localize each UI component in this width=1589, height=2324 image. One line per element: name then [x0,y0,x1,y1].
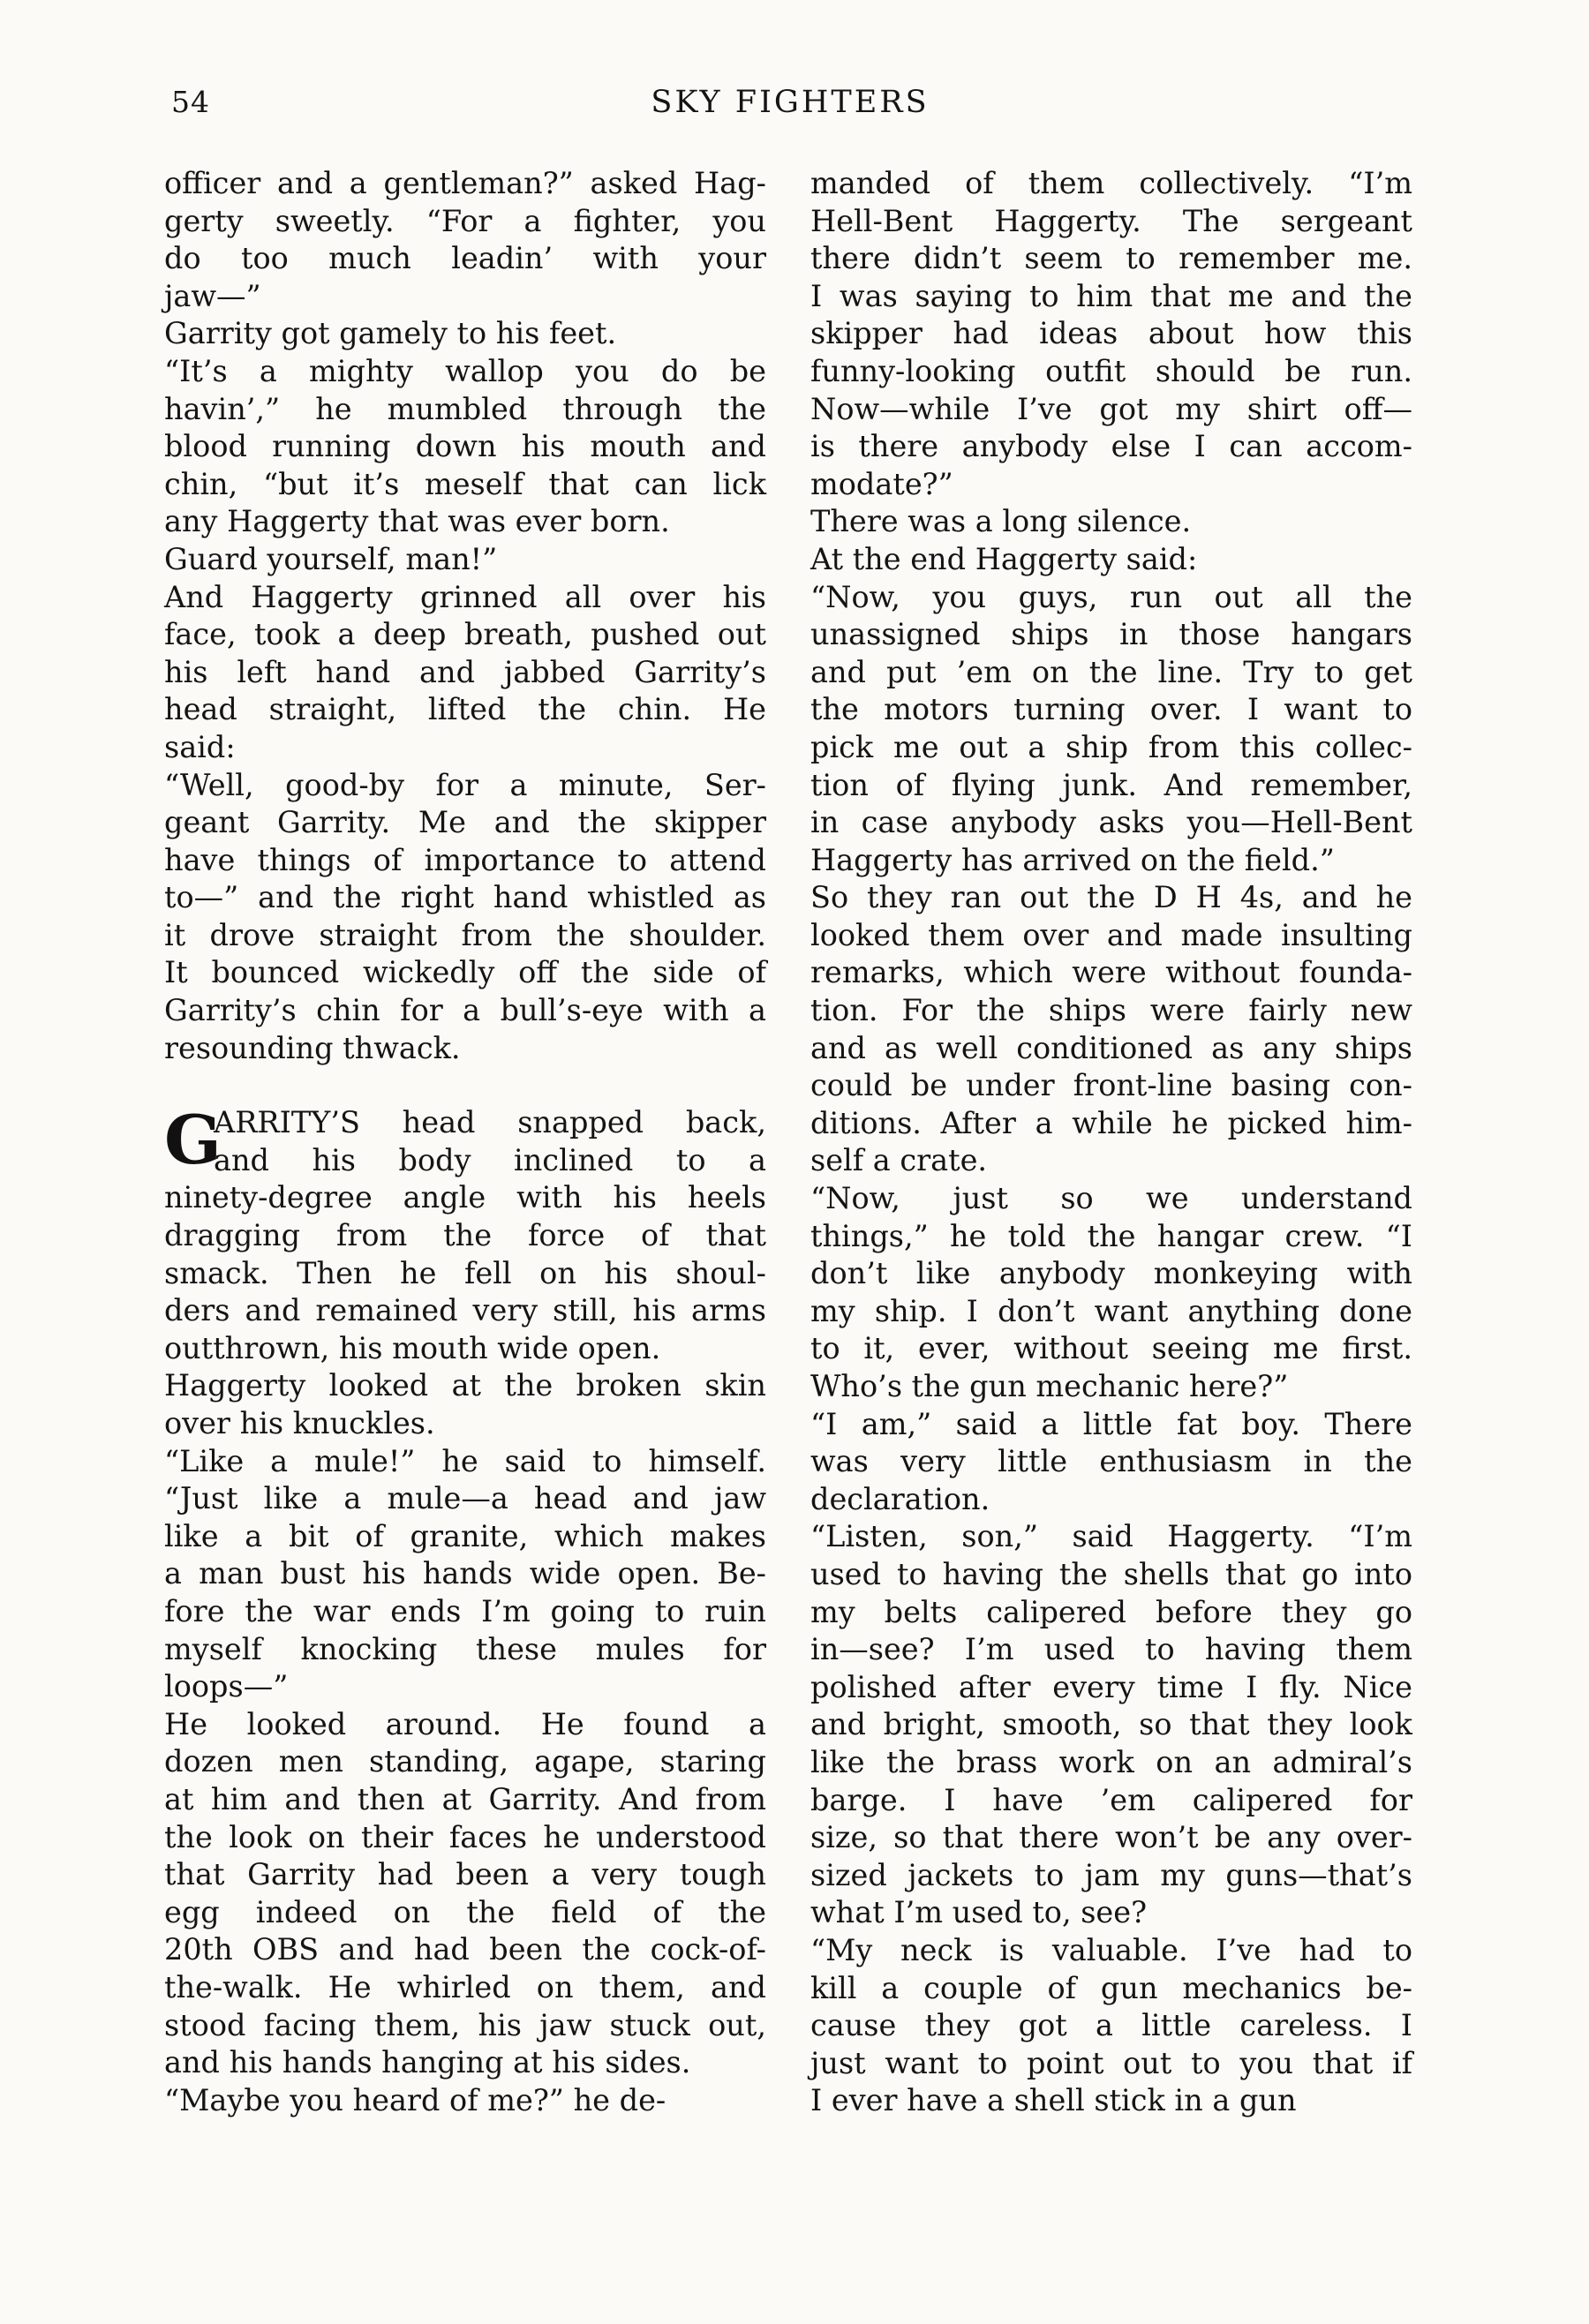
text-line: I was saying to him that me and the [810,278,1412,313]
text-line: his left hand and jabbed Garrity’s [164,654,766,689]
text-line: At the end Haggerty said: [810,541,1198,576]
text-line: my belts calipered before they go [810,1594,1412,1629]
text-line: I ever have a shell stick in a gun [810,2083,1297,2118]
text-line: there didn’t seem to remember me. [810,241,1412,276]
text-line: officer and a gentleman?” asked Hag- [164,166,766,200]
right-column [810,165,1412,2120]
text-line: self a crate. [810,1143,988,1178]
text-line: to—” and the right hand whistled as [164,880,766,915]
text-line: cause they got a little careless. I [810,2008,1412,2043]
text-line: funny-looking outfit should be run. [810,353,1412,388]
text-line: Hell-Bent Haggerty. The sergeant [810,203,1412,238]
text-line: like the brass work on an admiral’s [810,1744,1412,1779]
text-line: tion. For the ships were fairly new [810,993,1412,1028]
text-line: myself knocking these mules for [164,1631,766,1666]
text-line: “Now, just so we understand [810,1181,1412,1216]
page-number: 54 [171,85,210,119]
text-line: resounding thwack. [164,1030,461,1065]
text-line: is there anybody else I can accom- [810,429,1412,464]
text-line: was very little enthusiasm in the [810,1444,1412,1479]
text-line: like a bit of granite, which makes [164,1518,766,1553]
text-line: things,” he told the hangar crew. “I [810,1218,1412,1253]
text-line: the look on their faces he understood [164,1819,766,1854]
text-line: to it, ever, without seeing me first. [810,1331,1412,1366]
text-line: Who’s the gun mechanic here?” [810,1369,1289,1403]
text-line: “My neck is valuable. I’ve had to [810,1932,1412,1967]
text-line: And Haggerty grinned all over his [164,579,766,614]
text-line: and as well conditioned as any ships [810,1030,1412,1065]
text-line: my ship. I don’t want anything done [810,1293,1412,1328]
right-column-text [810,165,1412,2120]
text-line: “Now, you guys, run out all the [810,579,1412,614]
dropcap-paragraph [164,1101,766,1180]
text-line: “Just like a mule—a head and jaw [164,1481,766,1516]
section-break [164,1067,766,1104]
text-line: barge. I have ’em calipered for [810,1782,1412,1817]
text-line: Now—while I’ve got my shirt off— [810,391,1412,426]
text-line: fore the war ends I’m going to ruin [164,1593,766,1628]
text-line: jaw—” [164,278,261,313]
text-line: stood facing them, his jaw stuck out, [164,2007,766,2042]
text-line: smack. Then he fell on his shoul- [164,1255,766,1290]
text-line: declaration. [810,1481,990,1516]
text-line: just want to point out to you that if [810,2045,1412,2080]
text-line: “It’s a mighty wallop you do be [164,353,766,388]
text-line: over his knuckles. [164,1406,435,1440]
text-line: and his body inclined to a [214,1142,766,1177]
dropcap-letter: G [164,1101,222,1180]
left-column-text-part-1 [164,165,766,1067]
text-line: It bounced wickedly off the side of [164,955,766,990]
text-line: manded of them collectively. “I’m [810,166,1412,200]
text-line: and his hands hanging at his sides. [164,2045,691,2080]
text-line: dozen men standing, agape, staring [164,1744,766,1779]
text-line: looked them over and made insulting [810,917,1412,952]
text-line: geant Garrity. Me and the skipper [164,805,766,840]
text-line: ditions. After a while he picked him- [810,1105,1412,1140]
text-line: “I am,” said a little fat boy. There [810,1406,1412,1441]
text-line: unassigned ships in those hangars [810,617,1412,652]
text-line: ders and remained very still, his arms [164,1293,766,1328]
text-line: Haggerty looked at the broken skin [164,1368,766,1403]
text-line: outthrown, his mouth wide open. [164,1330,661,1365]
left-column-text-part-2 [164,1179,766,2119]
text-line: at him and then at Garrity. And from [164,1781,766,1816]
text-line: Guard yourself, man!” [164,541,498,576]
text-line: “Listen, son,” said Haggerty. “I’m [810,1519,1412,1554]
text-line: sized jackets to jam my guns—that’s [810,1857,1412,1892]
text-line: ARRITY’S head snapped back, [214,1105,766,1140]
text-line: Garrity’s chin for a bull’s-eye with a [164,993,766,1028]
text-line: said: [164,729,236,764]
text-line: 20th OBS and had been the cock-of- [164,1932,766,1967]
text-line: egg indeed on the field of the [164,1894,766,1929]
text-line: dragging from the force of that [164,1218,766,1253]
text-line: He looked around. He found a [164,1706,766,1741]
text-line: have things of importance to attend [164,842,766,877]
text-line: pick me out a ship from this collec- [810,729,1412,764]
text-line: a man bust his hands wide open. Be- [164,1556,766,1591]
text-line: remarks, which were without founda- [810,955,1412,990]
text-line: and bright, smooth, so that they look [810,1707,1412,1742]
text-line: So they ran out the D H 4s, and he [810,880,1412,915]
text-line: and put ’em on the line. Try to get [810,654,1412,689]
text-line: the motors turning over. I want to [810,692,1412,727]
text-line: what I’m used to, see? [810,1895,1148,1930]
text-line: in—see? I’m used to having them [810,1632,1412,1667]
text-line: face, took a deep breath, pushed out [164,617,766,652]
text-line: polished after every time I fly. Nice [810,1669,1412,1704]
text-line: kill a couple of gun mechanics be- [810,1970,1412,2005]
text-line: havin’,” he mumbled through the [164,391,766,426]
text-line: skipper had ideas about how this [810,316,1412,351]
text-line: don’t like anybody monkeying with [810,1256,1412,1291]
text-line: “Maybe you heard of me?” he de- [164,2082,666,2117]
text-line: Garrity got gamely to his feet. [164,316,617,351]
text-line: “Like a mule!” he said to himself. [164,1443,766,1478]
left-column [164,165,766,2119]
text-line: loops—” [164,1669,289,1704]
text-line: head straight, lifted the chin. He [164,692,766,727]
text-line: ninety-degree angle with his heels [164,1180,766,1215]
text-line: “Well, good-by for a minute, Ser- [164,767,766,802]
text-line: Haggerty has arrived on the field.” [810,842,1335,877]
text-line: do too much leadin’ with your [164,241,766,276]
text-line: size, so that there won’t be any over- [810,1820,1412,1855]
text-line: used to having the shells that go into [810,1556,1412,1591]
text-line: could be under front-line basing con- [810,1068,1412,1103]
text-line: that Garrity had been a very tough [164,1857,766,1892]
running-title: SKY FIGHTERS [651,85,930,120]
text-line: any Haggerty that was ever born. [164,504,670,539]
text-line: tion of flying junk. And remember, [810,767,1412,802]
text-line: There was a long silence. [810,504,1192,539]
text-line: the-walk. He whirled on them, and [164,1969,766,2004]
text-line: in case anybody asks you—Hell-Bent [810,805,1412,840]
text-line: chin, “but it’s meself that can lick [164,466,766,501]
text-line: gerty sweetly. “For a fighter, you [164,203,766,238]
text-line: blood running down his mouth and [164,429,766,464]
text-line: modate?” [810,466,953,501]
page-header [168,85,1412,138]
text-line: it drove straight from the shoulder. [164,917,766,952]
